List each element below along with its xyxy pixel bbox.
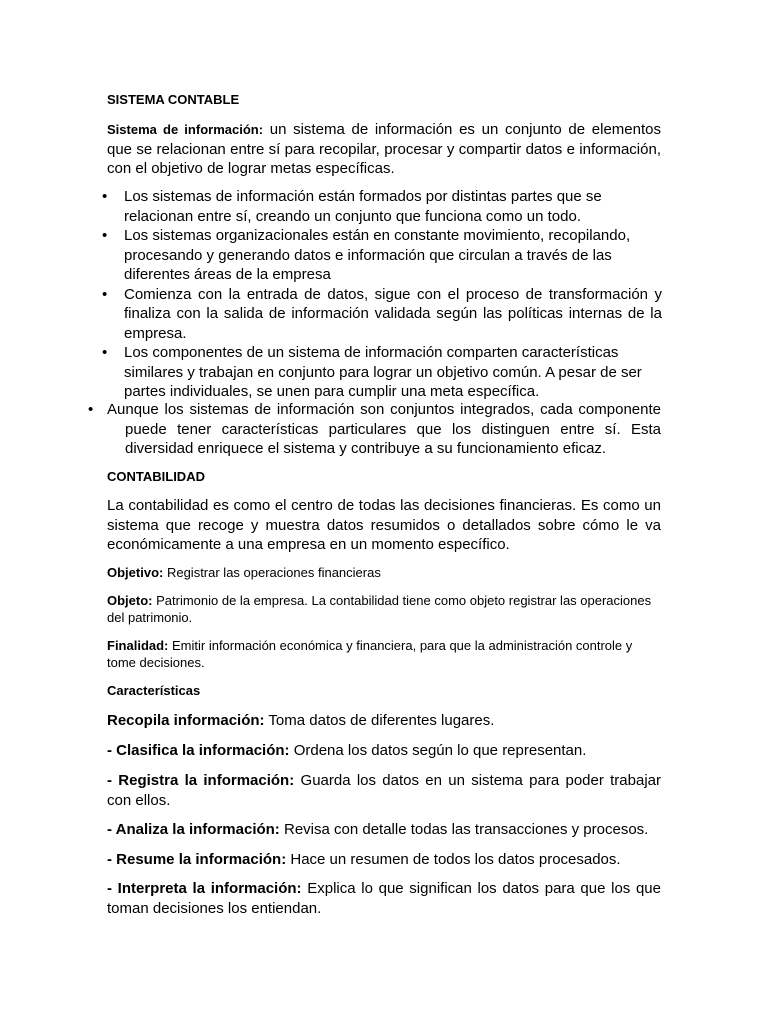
caracteristica-label: - Registra la información: xyxy=(107,772,295,789)
list-item: • Los componentes de un sistema de información comparten características similares y trabajan en conjunto para lograr un objetivo común. A pesar de ser partes individuales, se unen para cumplir una meta específica. xyxy=(124,343,662,402)
caracteristica-item xyxy=(107,711,661,731)
intro-text: un sistema de información es un conjunto de elementos que se relacionan entre sí para recopilar, procesar y compartir datos e información, con el objetivo de lograr metas específicas. xyxy=(107,121,661,177)
caracteristica-text: Hace un resumen de todos los datos procesados. xyxy=(286,851,621,868)
intro-term: Sistema de información: xyxy=(107,122,264,137)
list-item: • Comienza con la entrada de datos, sigue con el proceso de transformación y finaliza con la salida de información validada según las políticas internas de la empresa. xyxy=(124,285,662,344)
outdented-bullet-item: Aunque los sistemas de información son conjuntos integrados, cada componente puede tener características particulares que los distinguen entre sí. Esta diversidad enriquece el sistema y contribuye a su funcionamiento eficaz. xyxy=(107,401,661,457)
caracteristica-label: - Clasifica la información: xyxy=(107,742,290,759)
caracteristica-item xyxy=(107,850,661,870)
objetivo-line xyxy=(107,564,661,581)
caracteristica-item xyxy=(107,741,661,761)
section-heading-contabilidad: CONTABILIDAD xyxy=(107,469,205,484)
finalidad-line xyxy=(107,637,661,671)
caracteristica-label: - Interpreta la información: xyxy=(107,880,302,897)
caracteristica-text: Revisa con detalle todas las transacciones y procesos. xyxy=(279,821,649,838)
section-heading-caracteristicas: Características xyxy=(107,683,201,698)
caracteristica-item xyxy=(107,771,661,810)
objeto-label: Objeto: xyxy=(107,593,153,608)
list-item: • Los sistemas organizacionales están en constante movimiento, recopilando, procesando y generando datos e información que circulan a través de las diferentes áreas de la empresa xyxy=(124,226,662,285)
list-item: • Los sistemas de información están formados por distintas partes que se relacionan entre sí, creando un conjunto que funciona como un todo. xyxy=(124,187,662,226)
caracteristica-text: Explica lo que significan los datos para que los que toman decisiones los entiendan. xyxy=(107,880,661,917)
bullet-marker: • xyxy=(88,401,94,418)
objeto-line xyxy=(107,592,661,626)
document-title: SISTEMA CONTABLE xyxy=(107,92,240,107)
caracteristica-text: Toma datos de diferentes lugares. xyxy=(264,712,495,729)
bullet-list xyxy=(124,187,662,402)
caracteristica-text: Ordena los datos según lo que representan. xyxy=(289,742,587,759)
caracteristica-item xyxy=(107,879,661,918)
finalidad-label: Finalidad: xyxy=(107,638,169,653)
contabilidad-paragraph: La contabilidad es como el centro de todas las decisiones financieras. Es como un sistema que recoge y muestra datos resumidos o detallados sobre cómo le va económicamente a una empresa en un momento específico. xyxy=(107,497,661,553)
caracteristica-item xyxy=(107,820,661,840)
objetivo-text: Registrar las operaciones financieras xyxy=(163,565,381,580)
caracteristica-label: - Analiza la información: xyxy=(107,821,280,838)
intro-paragraph xyxy=(107,120,661,179)
caracteristica-label: - Resume la información: xyxy=(107,851,287,868)
objeto-text: Patrimonio de la empresa. La contabilidad tiene como objeto registrar las operaciones del patrimonio. xyxy=(107,593,652,625)
caracteristica-text: Guarda los datos en un sistema para poder trabajar con ellos. xyxy=(107,772,662,809)
caracteristica-label: Recopila información: xyxy=(107,712,265,729)
objetivo-label: Objetivo: xyxy=(107,565,164,580)
finalidad-text: Emitir información económica y financiera, para que la administración controle y tome decisiones. xyxy=(107,638,633,670)
